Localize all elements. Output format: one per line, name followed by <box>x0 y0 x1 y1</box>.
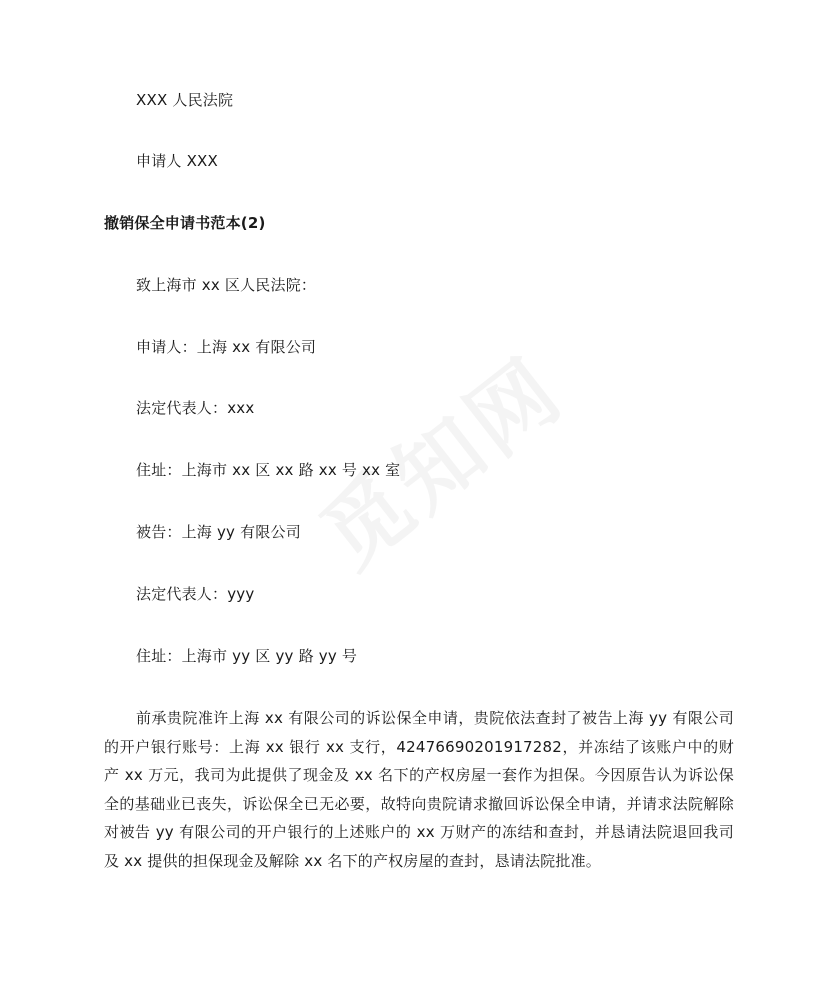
defendant-representative-line: 法定代表人：yyy <box>136 585 255 603</box>
court-line: XXX 人民法院 <box>136 91 234 109</box>
applicant-address-line: 住址：上海市 xx 区 xx 路 xx 号 xx 室 <box>136 461 401 479</box>
applicant-line: 申请人：上海 xx 有限公司 <box>136 338 317 356</box>
applicant-representative-line: 法定代表人：xxx <box>136 399 255 417</box>
applicant-signature-line: 申请人 XXX <box>136 152 218 170</box>
watermark <box>291 323 585 591</box>
body-paragraph: 前承贵院准许上海 xx 有限公司的诉讼保全申请，贵院依法查封了被告上海 yy 有限公司的开户银行账号：上海 xx 银行 xx 支行，42476690201917282，并冻结了该账户中的财产 xx 万元，我司为此提供了现金及 xx 名下的产权房屋一套作为担保。今因原告认为诉讼保全的基础业已丧失，诉讼保全已无必要，故特向贵院请求撤回诉讼保全申请，并请求法院解除对被告 yy 有限公司的开户银行的上述账户的 xx 万财产的冻结和查封，并恳请法院退回我司及 xx 提供的担保现金及解除 xx 名下的产权房屋的查封，恳请法院批准。 <box>104 709 734 870</box>
section-heading: 撤销保全申请书范本(2) <box>104 214 266 232</box>
defendant-address-line: 住址：上海市 yy 区 yy 路 yy 号 <box>136 647 358 665</box>
addressee-line: 致上海市 xx 区人民法院： <box>136 276 317 294</box>
defendant-line: 被告：上海 yy 有限公司 <box>136 523 301 541</box>
